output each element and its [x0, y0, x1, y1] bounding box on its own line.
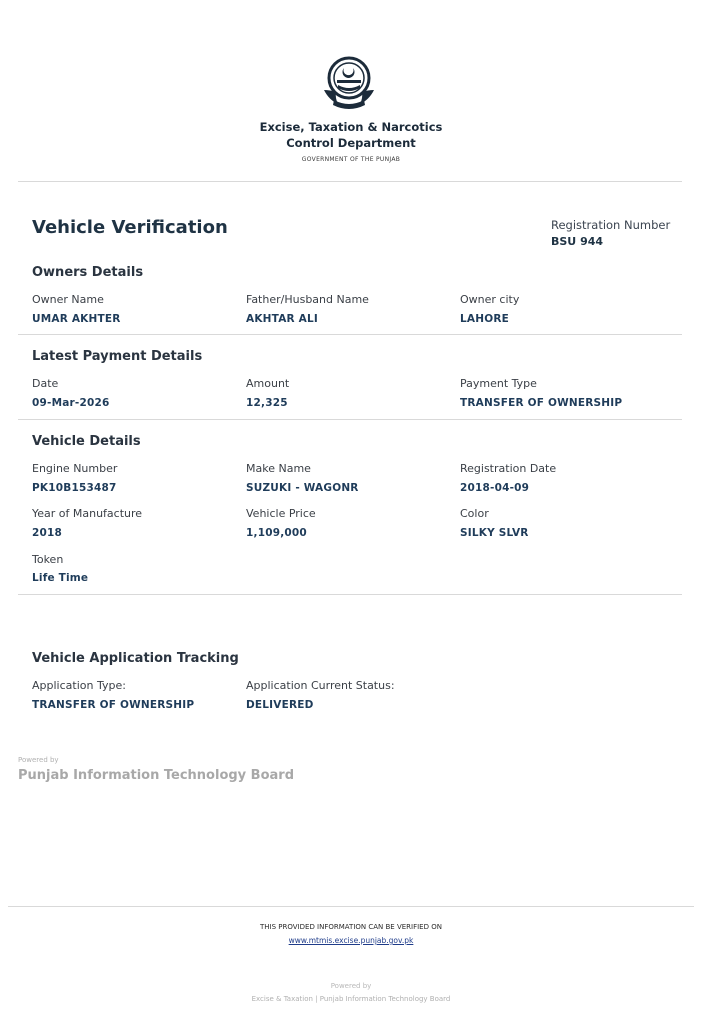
pitb-credit: Punjab Information Technology Board	[18, 768, 295, 783]
vehicle-divider	[18, 594, 682, 595]
application-type-value: TRANSFER OF OWNERSHIP	[32, 699, 195, 711]
color-label: Color	[460, 507, 489, 520]
payment-divider	[18, 419, 682, 420]
verification-note: THIS PROVIDED INFORMATION CAN BE VERIFIED ON	[260, 923, 442, 931]
payment-section-title: Latest Payment Details	[32, 349, 203, 364]
father-name-value: AKHTAR ALI	[246, 313, 318, 325]
page-title: Vehicle Verification	[32, 217, 228, 238]
engine-number-value: PK10B153487	[32, 482, 117, 494]
registration-date-label: Registration Date	[460, 462, 557, 475]
application-status-label: Application Current Status:	[246, 679, 395, 692]
registration-number-label: Registration Number	[551, 218, 671, 232]
year-of-manufacture-value: 2018	[32, 527, 63, 539]
verification-link[interactable]: www.mtmis.excise.punjab.gov.pk	[288, 936, 414, 945]
footer-powered-by-label: Powered by	[330, 982, 372, 990]
punjab-emblem-logo	[316, 54, 382, 114]
header-divider	[18, 181, 682, 182]
government-label: GOVERNMENT OF THE PUNJAB	[301, 156, 401, 163]
token-label: Token	[32, 553, 64, 566]
payment-type-value: TRANSFER OF OWNERSHIP	[460, 397, 623, 409]
year-of-manufacture-label: Year of Manufacture	[32, 507, 143, 520]
registration-number-value: BSU 944	[551, 235, 604, 248]
document-header	[0, 0, 702, 182]
department-name-line2: Control Department	[286, 136, 416, 150]
payment-amount-value: 12,325	[246, 397, 288, 409]
owner-city-value: LAHORE	[460, 313, 509, 325]
owner-name-value: UMAR AKHTER	[32, 313, 121, 325]
registration-date-value: 2018-04-09	[460, 482, 530, 494]
vehicle-section-title: Vehicle Details	[32, 434, 141, 449]
engine-number-label: Engine Number	[32, 462, 118, 475]
footer-credit: Excise & Taxation | Punjab Information Technology Board	[251, 995, 451, 1003]
application-type-label: Application Type:	[32, 679, 126, 692]
owners-divider	[18, 334, 682, 335]
owners-section-title: Owners Details	[32, 265, 144, 280]
tracking-section-title: Vehicle Application Tracking	[32, 651, 239, 666]
make-name-label: Make Name	[246, 462, 311, 475]
application-status-value: DELIVERED	[246, 699, 314, 711]
payment-date-value: 09-Mar-2026	[32, 397, 110, 409]
owner-name-label: Owner Name	[32, 293, 104, 306]
vehicle-price-value: 1,109,000	[246, 527, 307, 539]
father-name-label: Father/Husband Name	[246, 293, 369, 306]
footer-divider	[8, 906, 694, 907]
powered-by-label: Powered by	[18, 756, 59, 764]
vehicle-price-label: Vehicle Price	[246, 507, 316, 520]
color-value: SILKY SLVR	[460, 527, 529, 539]
owner-city-label: Owner city	[460, 293, 520, 306]
make-name-value: SUZUKI - WAGONR	[246, 482, 359, 494]
payment-amount-label: Amount	[246, 377, 290, 390]
payment-type-label: Payment Type	[460, 377, 537, 390]
token-value: Life Time	[32, 572, 89, 584]
department-name-line1: Excise, Taxation & Narcotics	[259, 120, 443, 134]
payment-date-label: Date	[32, 377, 59, 390]
